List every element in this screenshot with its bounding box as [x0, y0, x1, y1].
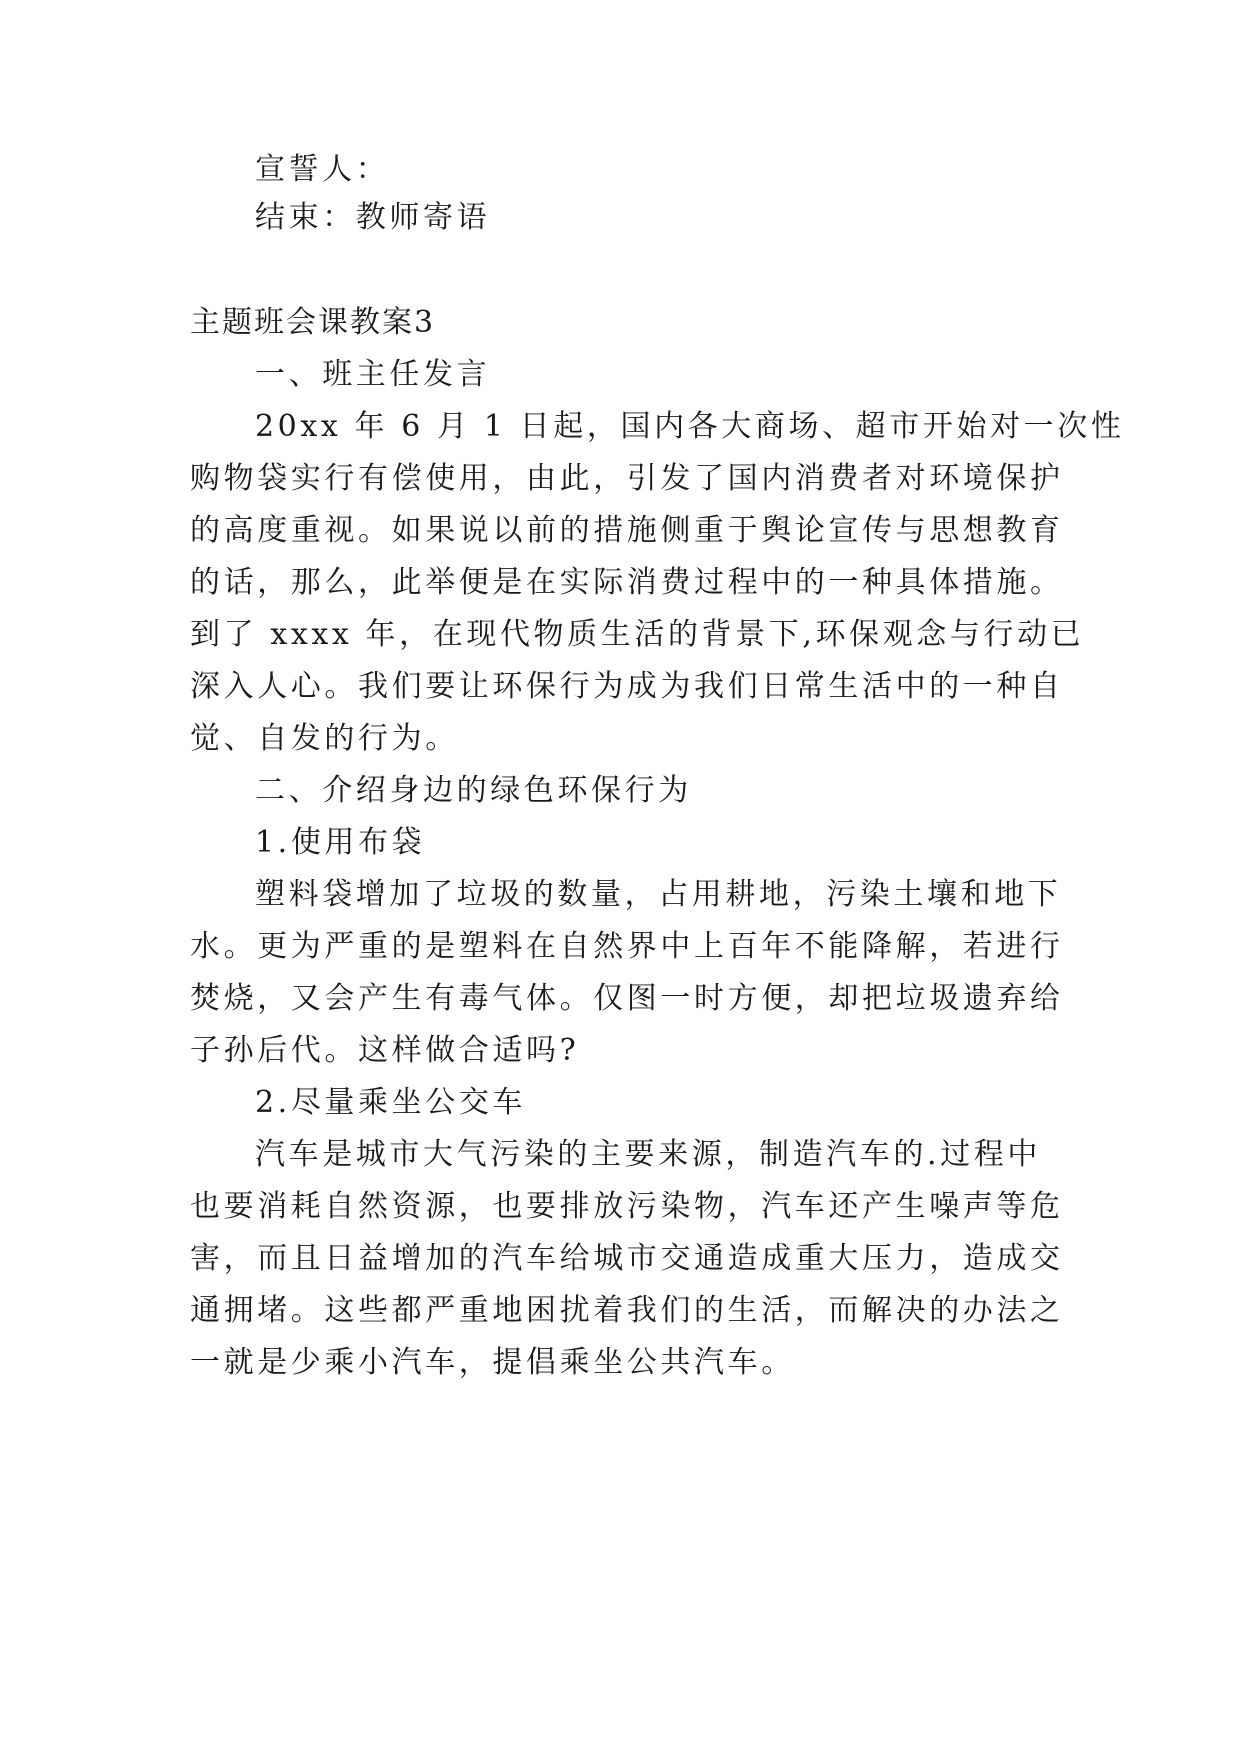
section-title: 主题班会课教案3: [190, 305, 436, 340]
oath-signer-line: 宣誓人：: [255, 152, 390, 187]
paragraph-line: 子孙后代。这样做合适吗?: [190, 1033, 580, 1068]
paragraph-line: 害，而且日益增加的汽车给城市交通造成重大压力，造成交: [190, 1241, 1064, 1276]
paragraph-line: 通拥堵。这些都严重地困扰着我们的生活，而解决的办法之: [190, 1293, 1064, 1328]
paragraph-line: 水。更为严重的是塑料在自然界中上百年不能降解，若进行: [190, 929, 1064, 964]
paragraph-line: 焚烧，又会产生有毒气体。仅图一时方便，却把垃圾遗弃给: [190, 981, 1064, 1016]
paragraph-line: 20xx 年 6 月 1 日起，国内各大商场、超市开始对一次性: [255, 409, 1125, 444]
paragraph-line: 一就是少乘小汽车，提倡乘坐公共汽车。: [190, 1345, 795, 1380]
paragraph-line: 觉、自发的行为。: [190, 721, 459, 756]
heading-green-behaviors: 二、介绍身边的绿色环保行为: [255, 773, 692, 808]
closing-line: 结束：教师寄语: [255, 200, 491, 235]
subheading-cloth-bags: 1.使用布袋: [255, 825, 426, 860]
heading-teacher-speech: 一、班主任发言: [255, 357, 491, 392]
paragraph-line: 购物袋实行有偿使用，由此，引发了国内消费者对环境保护: [190, 461, 1064, 496]
paragraph-line: 的话，那么，此举便是在实际消费过程中的一种具体措施。: [190, 565, 1064, 600]
paragraph-line: 塑料袋增加了垃圾的数量，占用耕地，污染土壤和地下: [255, 877, 1062, 912]
paragraph-line: 也要消耗自然资源，也要排放污染物，汽车还产生噪声等危: [190, 1189, 1064, 1224]
paragraph-line: 的高度重视。如果说以前的措施侧重于舆论宣传与思想教育: [190, 513, 1064, 548]
paragraph-line: 汽车是城市大气污染的主要来源，制造汽车的.过程中: [255, 1137, 1041, 1172]
paragraph-line: 到了 xxxx 年，在现代物质生活的背景下,环保观念与行动已: [190, 617, 1085, 652]
paragraph-line: 深入人心。我们要让环保行为成为我们日常生活中的一种自: [190, 669, 1064, 704]
subheading-public-transit: 2.尽量乘坐公交车: [255, 1085, 527, 1120]
